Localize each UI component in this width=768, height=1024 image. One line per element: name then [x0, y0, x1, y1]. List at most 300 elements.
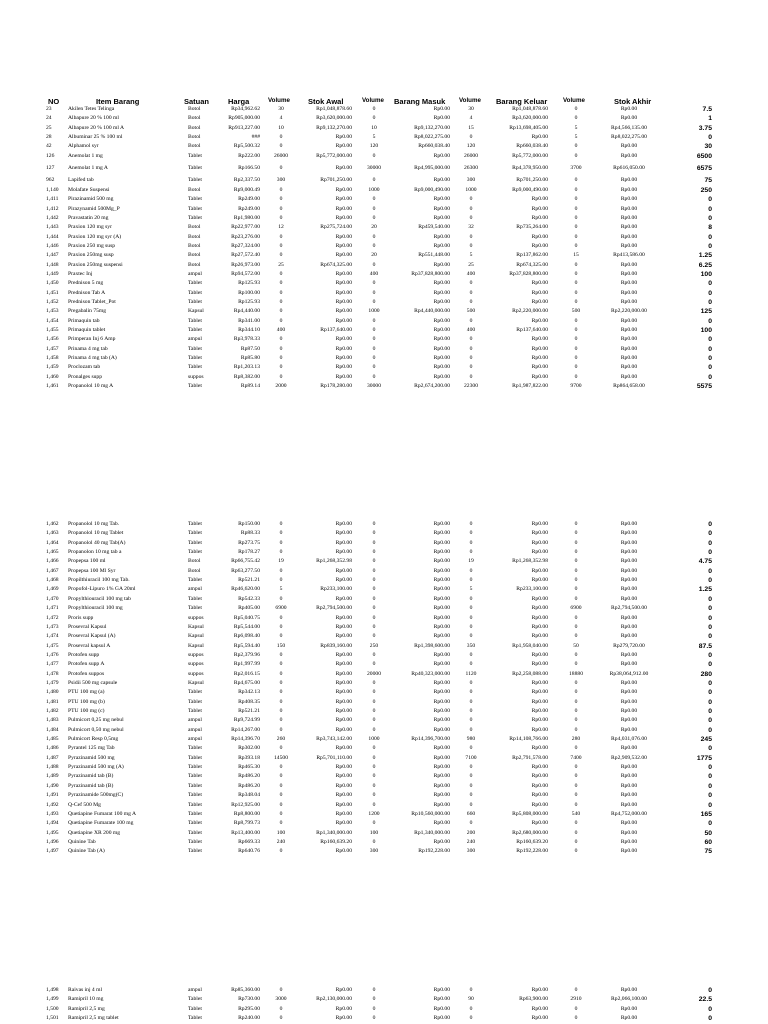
cell-volume-awal: 0 — [279, 196, 283, 203]
cell-barang-masuk: Rp0.00 — [433, 996, 450, 1003]
cell-item: Pyrazinamid tab (B) — [68, 773, 114, 780]
cell-volume-awal: 0 — [279, 1005, 283, 1012]
cell-volume-keluar: 26300 — [464, 165, 478, 172]
cell-volume-awal: 0 — [279, 717, 283, 724]
cell-stok-akhir: Rp0.00 — [620, 205, 638, 212]
table-row — [0, 335, 768, 344]
cell-volume-awal: 0 — [279, 165, 283, 172]
cell-barang-masuk: Rp0.00 — [433, 317, 450, 324]
cell-satuan: suppos — [188, 651, 204, 658]
cell-volume-akhir: 0 — [574, 838, 578, 845]
cell-no: 1,442 — [46, 214, 59, 221]
cell-item: Protofen supp A — [68, 661, 105, 668]
cell-volume-akhir: 0 — [574, 567, 578, 574]
cell-volume-akhir: 6900 — [570, 605, 582, 612]
cell-annotation: 0 — [708, 651, 712, 659]
cell-harga: Rp640.76 — [238, 848, 260, 855]
cell-no: 1,451 — [46, 289, 59, 296]
cell-annotation: 0 — [708, 530, 712, 538]
cell-volume-masuk: 0 — [372, 820, 376, 827]
cell-item: Propepsa 100 Ml Syr — [68, 567, 116, 574]
cell-volume-keluar: 0 — [469, 539, 473, 546]
cell-volume-masuk: 0 — [372, 242, 376, 249]
cell-barang-masuk: Rp0.00 — [433, 530, 450, 537]
cell-harga: Rp14,267.00 — [231, 726, 260, 733]
cell-volume-masuk: 0 — [372, 996, 376, 1003]
cell-volume-awal: 0 — [279, 355, 283, 362]
cell-volume-akhir: 0 — [574, 623, 578, 630]
table-row — [0, 754, 768, 763]
cell-harga: Rp4,440.00 — [233, 308, 260, 315]
cell-barang-masuk: Rp2,674,200.00 — [414, 383, 450, 390]
cell-barang-masuk: Rp9,000,490.00 — [414, 186, 450, 193]
cell-barang-masuk: Rp0.00 — [433, 708, 450, 714]
cell-volume-akhir: 0 — [574, 651, 578, 658]
cell-volume-keluar: 0 — [469, 1005, 473, 1012]
cell-annotation: 0 — [708, 801, 712, 809]
cell-stok-awal: Rp0.00 — [335, 549, 352, 556]
cell-harga: Rp125.93 — [238, 280, 260, 287]
cell-no: 1,485 — [46, 736, 59, 743]
cell-harga: Rp249.00 — [238, 196, 260, 203]
cell-satuan: Tablet — [188, 689, 202, 696]
cell-volume-masuk: 0 — [372, 586, 376, 593]
cell-no: 1,465 — [46, 549, 59, 556]
cell-no: 1,469 — [46, 586, 59, 593]
cell-volume-akhir: 0 — [574, 782, 578, 789]
cell-satuan: Tablet — [188, 810, 202, 817]
cell-volume-awal: 100 — [276, 829, 286, 836]
cell-barang-keluar: Rp37,828,800.00 — [509, 270, 548, 277]
cell-annotation: 6500 — [696, 152, 712, 160]
table-row — [0, 142, 768, 151]
cell-harga: Rp66,755.42 — [231, 558, 260, 565]
cell-stok-akhir: Rp0.00 — [620, 651, 638, 658]
cell-stok-awal: Rp0.00 — [335, 165, 352, 172]
cell-volume-awal: 6900 — [275, 605, 287, 612]
cell-barang-keluar: Rp0.00 — [531, 214, 548, 221]
cell-stok-awal: Rp0.00 — [335, 299, 352, 305]
cell-satuan: Kapsul — [188, 642, 204, 649]
cell-volume-akhir: 18880 — [569, 670, 583, 677]
cell-item: Alphamol syr — [68, 143, 99, 150]
cell-annotation: 0 — [708, 355, 712, 363]
header-no: NO — [48, 97, 60, 106]
cell-stok-awal: Rp0.00 — [335, 792, 352, 799]
cell-barang-keluar: Rp0.00 — [531, 820, 548, 827]
cell-stok-akhir: Rp0.00 — [620, 987, 638, 993]
cell-volume-keluar: 15 — [468, 124, 474, 131]
header-barang-keluar: Barang Keluar — [496, 97, 548, 106]
cell-stok-akhir: Rp0.00 — [620, 586, 638, 593]
cell-harga: Rp5,040.75 — [233, 614, 260, 621]
cell-stok-awal: Rp0.00 — [335, 270, 352, 277]
cell-satuan: Tablet — [188, 364, 202, 371]
cell-barang-keluar: Rp9,000,490.00 — [512, 186, 548, 193]
cell-barang-keluar: Rp0.00 — [531, 764, 548, 771]
cell-satuan: Tablet — [188, 383, 202, 390]
cell-harga: Rp46,620.00 — [231, 586, 260, 593]
cell-annotation: 250 — [700, 186, 712, 194]
cell-volume-keluar: 19 — [468, 558, 474, 565]
cell-annotation: 100 — [700, 270, 712, 278]
header-satuan: Satuan — [184, 97, 210, 106]
cell-stok-awal: Rp275,724.00 — [320, 224, 352, 231]
cell-annotation: 0 — [708, 233, 712, 241]
cell-volume-keluar: 32 — [468, 224, 474, 231]
cell-barang-masuk: Rp0.00 — [433, 987, 450, 993]
cell-harga: Rp222.00 — [238, 152, 260, 159]
cell-stok-akhir: Rp616,050.00 — [613, 165, 645, 172]
cell-item: Propanolol 10 mg A — [68, 383, 114, 390]
cell-volume-masuk: 0 — [372, 679, 376, 686]
cell-harga: Rp465.30 — [238, 764, 260, 771]
cell-item: Pirazynamid 500Mg_P — [68, 205, 120, 212]
table-row — [0, 623, 768, 632]
cell-annotation: 0 — [708, 792, 712, 800]
cell-satuan: Tablet — [188, 577, 202, 584]
cell-volume-akhir: 0 — [574, 829, 578, 836]
cell-volume-keluar: 7100 — [465, 754, 477, 761]
cell-item: Prosevral Kapsul — [68, 623, 107, 630]
cell-no: 1,494 — [46, 820, 59, 827]
cell-volume-masuk: 0 — [372, 1005, 376, 1012]
table-row — [0, 801, 768, 810]
table-row — [0, 520, 768, 529]
cell-annotation: 0 — [708, 614, 712, 622]
table-row — [0, 763, 768, 772]
cell-annotation: 8 — [708, 224, 712, 232]
cell-stok-akhir: Rp0.00 — [620, 792, 638, 799]
cell-no: 1,492 — [46, 801, 59, 808]
cell-volume-masuk: 300 — [369, 848, 379, 855]
cell-volume-awal: 0 — [279, 745, 283, 752]
cell-barang-masuk: Rp4,440,000.00 — [414, 308, 450, 315]
cell-satuan: Tablet — [188, 152, 202, 159]
cell-volume-masuk: 0 — [372, 773, 376, 780]
cell-satuan: Tablet — [188, 782, 202, 789]
cell-satuan: Botol — [188, 106, 201, 112]
cell-stok-akhir: Rp0.00 — [620, 726, 638, 733]
cell-stok-akhir: Rp0.00 — [620, 177, 638, 184]
cell-stok-akhir: Rp38,064,912.00 — [609, 670, 649, 677]
cell-stok-awal: Rp0.00 — [335, 623, 352, 630]
cell-stok-awal: Rp0.00 — [335, 651, 352, 658]
cell-item: Praxion 120 mg syr (A) — [68, 233, 122, 240]
cell-item: Propanolol 10 mg Tab. — [68, 521, 120, 527]
cell-barang-keluar: Rp137,640.00 — [516, 327, 548, 334]
cell-stok-akhir: Rp0.00 — [620, 299, 638, 305]
cell-stok-akhir: Rp2,066,100.00 — [611, 996, 647, 1003]
cell-no: 1,444 — [46, 233, 59, 240]
cell-no: 1,447 — [46, 252, 59, 259]
cell-stok-akhir: Rp0.00 — [620, 106, 638, 112]
cell-annotation: 0 — [708, 773, 712, 781]
cell-satuan: ampul — [188, 736, 202, 743]
cell-barang-masuk: Rp0.00 — [433, 567, 450, 574]
cell-item: Propanolon 10 mg tab a — [68, 549, 122, 556]
cell-volume-masuk: 0 — [372, 745, 376, 752]
cell-stok-akhir: Rp413,586.00 — [613, 252, 645, 259]
cell-harga: Rp240.00 — [238, 1015, 260, 1022]
cell-volume-akhir: 3700 — [570, 165, 582, 172]
cell-barang-masuk: Rp4,995,000.00 — [414, 165, 450, 172]
cell-harga: Rp9,724.99 — [233, 717, 260, 724]
cell-item: Quetiapine Fumarat 100 mg A — [68, 810, 137, 817]
cell-annotation: 3.75 — [698, 124, 712, 132]
cell-harga: Rp87.50 — [240, 345, 260, 352]
cell-annotation: 7.5 — [702, 106, 712, 113]
cell-item: Prednison Tab A — [68, 289, 106, 296]
cell-item: Pyrazinamid 500 mg (A) — [68, 764, 124, 771]
cell-volume-masuk: 0 — [372, 558, 376, 565]
cell-volume-keluar: 0 — [469, 801, 473, 808]
cell-volume-awal: 0 — [279, 280, 283, 287]
cell-harga: Rp5,500.32 — [233, 143, 260, 150]
table-row — [0, 642, 768, 651]
cell-barang-masuk: Rp0.00 — [433, 689, 450, 696]
cell-stok-awal: Rp1,268,352.98 — [316, 558, 352, 565]
cell-volume-akhir: 0 — [574, 205, 578, 212]
cell-barang-keluar: Rp0.00 — [531, 595, 548, 602]
table-row — [0, 791, 768, 800]
cell-annotation: 0 — [708, 1005, 712, 1013]
cell-stok-awal: Rp3,743,142.00 — [316, 736, 352, 743]
cell-volume-akhir: 0 — [574, 327, 578, 334]
cell-volume-akhir: 0 — [574, 214, 578, 221]
cell-volume-awal: 150 — [276, 642, 286, 649]
cell-item: Albapure 20 % 100 ml — [68, 115, 119, 122]
cell-harga: Rp8,800.00 — [233, 810, 260, 817]
cell-volume-awal: 400 — [276, 327, 286, 334]
table-row — [0, 651, 768, 660]
cell-satuan: suppos — [188, 661, 204, 668]
table-row — [0, 819, 768, 828]
cell-volume-akhir: 0 — [574, 792, 578, 799]
cell-volume-masuk: 0 — [372, 177, 376, 184]
cell-annotation: 0 — [708, 764, 712, 772]
cell-no: 1,461 — [46, 383, 59, 390]
cell-item: Pulmicort Resp 0,5mg — [68, 736, 119, 743]
cell-volume-akhir: 0 — [574, 521, 578, 527]
table-row — [0, 772, 768, 781]
cell-stok-akhir: Rp4,031,076.00 — [611, 736, 647, 743]
cell-satuan: Botol — [188, 143, 201, 150]
cell-stok-awal: Rp0.00 — [335, 1015, 352, 1022]
cell-annotation: 0 — [708, 782, 712, 790]
cell-volume-keluar: 0 — [469, 355, 473, 362]
cell-barang-keluar: Rp0.00 — [531, 633, 548, 640]
cell-volume-masuk: 1000 — [368, 186, 380, 193]
cell-item: Praxion 120 mg syr — [68, 224, 112, 231]
cell-barang-masuk: Rp0.00 — [433, 679, 450, 686]
table-row — [0, 233, 768, 242]
cell-volume-awal: 0 — [279, 143, 283, 150]
cell-volume-keluar: 0 — [469, 773, 473, 780]
cell-stok-awal: Rp0.00 — [335, 364, 352, 371]
cell-annotation: 0 — [708, 605, 712, 613]
cell-no: 1,455 — [46, 327, 59, 334]
cell-volume-akhir: 50 — [573, 642, 579, 649]
cell-barang-keluar: Rp0.00 — [531, 679, 548, 686]
cell-barang-keluar: Rp674,325.00 — [516, 261, 548, 268]
cell-volume-akhir: 0 — [574, 106, 578, 112]
cell-volume-keluar: 0 — [469, 614, 473, 621]
cell-volume-akhir: 0 — [574, 289, 578, 296]
cell-volume-awal: 0 — [279, 270, 283, 277]
cell-volume-masuk: 0 — [372, 530, 376, 537]
cell-barang-keluar: Rp0.00 — [531, 242, 548, 249]
cell-volume-masuk: 0 — [372, 280, 376, 287]
cell-satuan: Tablet — [188, 530, 202, 537]
cell-barang-masuk: Rp0.00 — [433, 242, 450, 249]
cell-no: 1,459 — [46, 364, 59, 371]
cell-volume-masuk: 0 — [372, 661, 376, 668]
cell-barang-keluar: Rp0.00 — [531, 651, 548, 658]
cell-stok-awal: Rp0.00 — [335, 252, 352, 259]
cell-volume-keluar: 0 — [469, 134, 473, 141]
table-row — [0, 270, 768, 279]
cell-volume-awal: 0 — [279, 801, 283, 808]
table-row — [0, 186, 768, 195]
cell-volume-masuk: 0 — [372, 299, 376, 305]
cell-volume-masuk: 30000 — [367, 165, 381, 172]
cell-volume-keluar: 0 — [469, 679, 473, 686]
table-row — [0, 548, 768, 557]
cell-stok-awal: Rp0.00 — [335, 205, 352, 212]
cell-harga: Rp5,544.00 — [233, 623, 260, 630]
cell-stok-akhir: Rp0.00 — [620, 577, 638, 584]
cell-volume-awal: 0 — [279, 595, 283, 602]
cell-volume-masuk: 0 — [372, 764, 376, 771]
cell-volume-keluar: 0 — [469, 336, 473, 343]
cell-stok-akhir: Rp0.00 — [620, 280, 638, 287]
cell-harga: Rp295.00 — [238, 1005, 260, 1012]
cell-no: 1,498 — [46, 987, 59, 993]
cell-no: 1,448 — [46, 261, 59, 268]
cell-volume-masuk: 0 — [372, 336, 376, 343]
cell-stok-akhir: Rp0.00 — [620, 355, 638, 362]
table-row — [0, 307, 768, 316]
cell-stok-awal: Rp0.00 — [335, 317, 352, 324]
cell-volume-masuk: 0 — [372, 698, 376, 705]
cell-satuan: Botol — [188, 186, 201, 193]
cell-barang-masuk: Rp0.00 — [433, 177, 450, 184]
cell-volume-akhir: 0 — [574, 987, 578, 993]
cell-volume-keluar: 0 — [469, 792, 473, 799]
cell-item: Pyrazinamide 500mg(C) — [68, 792, 124, 799]
cell-no: 1,486 — [46, 745, 59, 752]
cell-satuan: Tablet — [188, 196, 202, 203]
cell-barang-keluar: Rp13,698,405.00 — [509, 124, 548, 131]
cell-barang-masuk: Rp1,398,600.00 — [414, 642, 450, 649]
table-row — [0, 214, 768, 223]
cell-stok-akhir: Rp0.00 — [620, 317, 638, 324]
cell-volume-masuk: 0 — [372, 801, 376, 808]
cell-no: 42 — [46, 143, 52, 150]
cell-volume-masuk: 1000 — [368, 308, 380, 315]
cell-stok-akhir: Rp0.00 — [620, 698, 638, 705]
cell-volume-keluar: 0 — [469, 782, 473, 789]
cell-no: 28 — [46, 134, 52, 141]
cell-volume-keluar: 0 — [469, 214, 473, 221]
cell-barang-keluar: Rp233,100.00 — [516, 586, 548, 593]
cell-no: 1,456 — [46, 336, 59, 343]
cell-volume-akhir: 0 — [574, 689, 578, 696]
cell-satuan: Tablet — [188, 773, 202, 780]
cell-annotation: 0 — [708, 679, 712, 687]
cell-annotation: 87.5 — [698, 642, 712, 650]
cell-annotation: 0 — [708, 539, 712, 547]
cell-barang-keluar: Rp0.00 — [531, 605, 548, 612]
cell-satuan: Botol — [188, 124, 201, 131]
cell-stok-awal: Rp2,130,000.00 — [316, 996, 352, 1003]
cell-stok-awal: Rp0.00 — [335, 670, 352, 677]
cell-volume-awal: 0 — [279, 820, 283, 827]
cell-volume-awal: 0 — [279, 242, 283, 249]
cell-barang-keluar: Rp5,772,000.00 — [512, 152, 548, 159]
cell-harga: Rp125.93 — [238, 299, 260, 305]
cell-volume-keluar: 200 — [466, 829, 476, 836]
cell-stok-akhir: Rp0.00 — [620, 327, 638, 334]
cell-volume-masuk: 0 — [372, 577, 376, 584]
table-row — [0, 660, 768, 669]
cell-annotation: 0 — [708, 661, 712, 669]
cell-volume-keluar: 0 — [469, 233, 473, 240]
cell-volume-awal: 0 — [279, 633, 283, 640]
cell-barang-keluar: Rp0.00 — [531, 196, 548, 203]
cell-volume-akhir: 0 — [574, 224, 578, 231]
cell-stok-akhir: Rp0.00 — [620, 336, 638, 343]
table-row — [0, 688, 768, 697]
cell-no: 1,460 — [46, 373, 59, 380]
cell-no: 1,490 — [46, 782, 59, 789]
cell-stok-akhir: Rp0.00 — [620, 242, 638, 249]
cell-satuan: Tablet — [188, 698, 202, 705]
cell-stok-akhir: Rp0.00 — [620, 820, 638, 827]
cell-barang-keluar: Rp0.00 — [531, 1005, 548, 1012]
cell-volume-awal: 260 — [276, 736, 286, 743]
cell-stok-akhir: Rp0.00 — [620, 261, 638, 268]
cell-satuan: Tablet — [188, 754, 202, 761]
cell-item: Pravastatin 20 mg — [68, 214, 109, 221]
cell-volume-masuk: 0 — [372, 651, 376, 658]
cell-stok-awal: Rp839,160.00 — [320, 642, 352, 649]
cell-satuan: Tablet — [188, 1015, 202, 1022]
cell-stok-awal: Rp3,620,000.00 — [316, 115, 352, 122]
cell-barang-keluar: Rp14,108,766.00 — [509, 736, 548, 743]
cell-volume-akhir: 0 — [574, 539, 578, 546]
cell-volume-keluar: 0 — [469, 698, 473, 705]
table-row — [0, 707, 768, 716]
cell-volume-awal: 0 — [279, 810, 283, 817]
cell-annotation: 0 — [708, 299, 712, 306]
cell-volume-awal: 0 — [279, 577, 283, 584]
cell-item: PTU 100 mg (c) — [68, 708, 105, 714]
cell-item: Pulmicort 0,50 mg nebul — [68, 726, 124, 733]
cell-volume-masuk: 10 — [371, 124, 377, 131]
cell-annotation: 125 — [700, 308, 712, 316]
cell-no: 1,480 — [46, 689, 59, 696]
cell-volume-awal: 0 — [279, 530, 283, 537]
table-row — [0, 298, 768, 307]
cell-volume-keluar: 0 — [469, 289, 473, 296]
table-row — [0, 363, 768, 372]
cell-barang-masuk: Rp0.00 — [433, 745, 450, 752]
cell-stok-akhir: Rp0.00 — [620, 214, 638, 221]
cell-satuan: Botol — [188, 224, 201, 231]
cell-harga: Rp1,203.13 — [233, 364, 260, 371]
